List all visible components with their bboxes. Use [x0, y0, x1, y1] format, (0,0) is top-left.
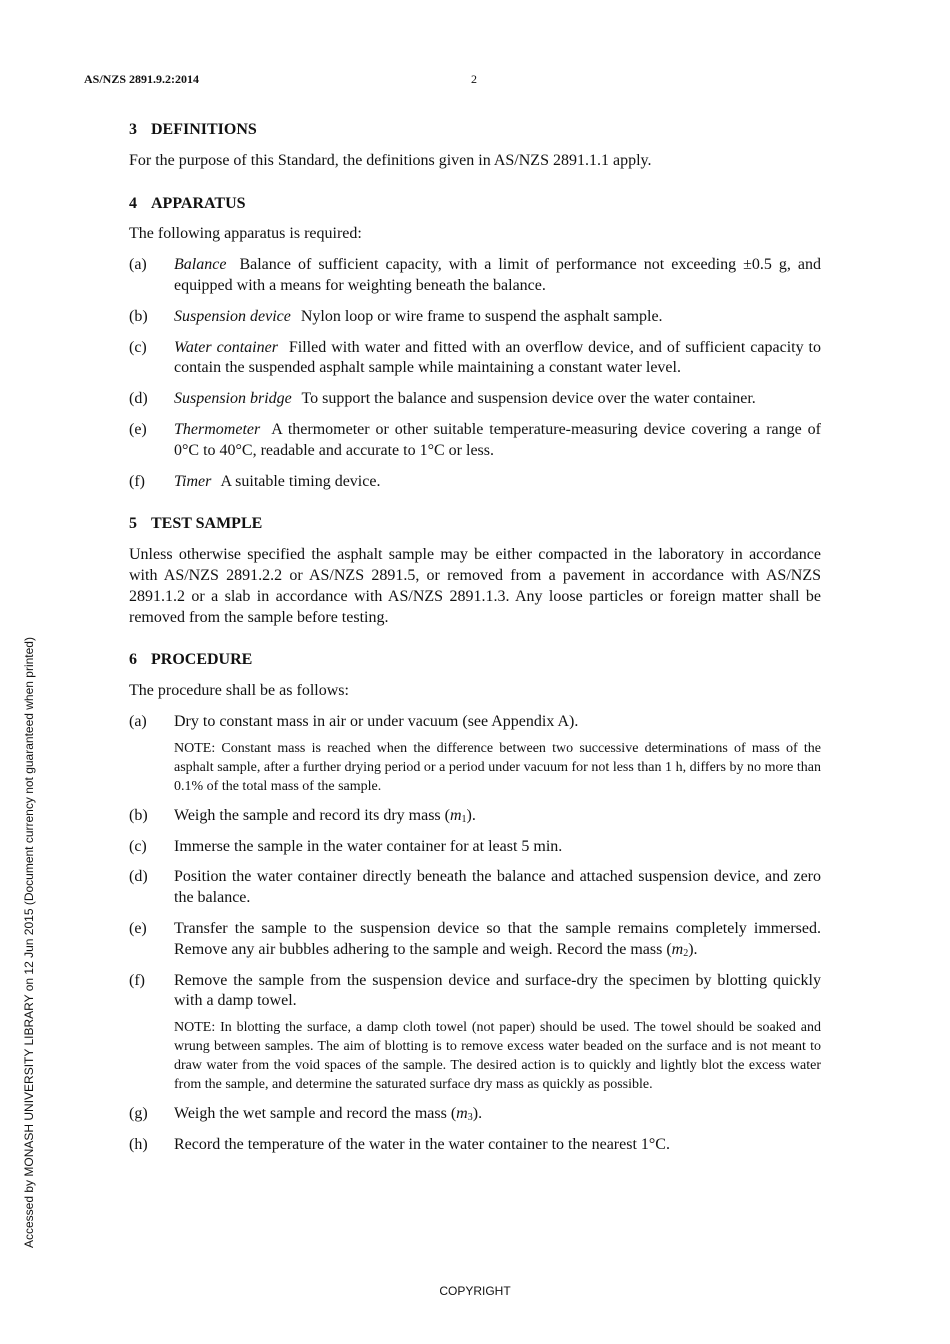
copyright-footer: COPYRIGHT [439, 1284, 511, 1298]
procedure-step: (b) Weigh the sample and record its dry mass $(m_1)$. [129, 806, 476, 825]
page-number: 2 [471, 72, 477, 86]
procedure-step: (f) Remove the sample from the suspension device and surface-dry the specimen by blotting quickly with a damp towel. NOTE: In blotting the surface, a damp cloth towel (not paper) should be used. The towel should be soaked and wrung between samples. The aim of blotting is to remove excess water beaded on the surface and is not meant to draw water from the void spaces of the sample. The desired action is to quickly and lightly blot the excess water from the sample, and determine the saturated surface dry mass as quickly as possible. [129, 971, 821, 1093]
section-heading-apparatus: 4 APPARATUS [129, 194, 246, 212]
definitions-text: For the purpose of this Standard, the definitions given in AS/NZS 2891.1.1 apply. [129, 151, 652, 169]
procedure-step: (c) Immerse the sample in the water container for at least 5 min. [129, 837, 563, 855]
standard-number: AS/NZS 2891.9.2:2014 [84, 72, 200, 86]
document-body [129, 120, 821, 1156]
apparatus-item: (e) Thermometer A thermometer or other suitable temperature-measuring device covering a range of 0°C to 40°C, readable and accurate to 1°C or less. [129, 420, 821, 459]
apparatus-intro: The following apparatus is required: [129, 225, 362, 243]
procedure-note: NOTE: In blotting the surface, a damp cloth towel (not paper) should be used. The towel should be soaked and wrung between samples. The aim of blotting is to remove excess water beaded on the surface and is not meant to draw water from the void spaces of the sample. The desired action is to quickly and lightly blot the excess water from the sample, and determine the saturated surface dry mass as quickly as possible. [174, 1020, 821, 1093]
test-sample-text: Unless otherwise specified the asphalt sample may be either compacted in the laboratory in accordance with AS/NZS 2891.2.2 or AS/NZS 2891.5, or removed from a pavement in accordance with AS/NZS 2891.1.2 or a slab in accordance with AS/NZS 2891.1.3. Any loose particles or foreign matter shall be removed from the sample before testing. [129, 546, 821, 626]
procedure-note: NOTE: Constant mass is reached when the difference between two successive determinations of mass of the asphalt sample, after a further drying period or a period under vacuum for not less than 1 h, differs by no more than 0.1% of the total mass of the sample. [174, 740, 821, 794]
procedure-step: (g) Weigh the wet sample and record the mass $(m_3)$. [129, 1105, 483, 1124]
procedure-step: (d) Position the water container directly beneath the balance and attached suspension device, and zero the balance. [129, 868, 821, 907]
section-heading-definitions: 3 DEFINITIONS [129, 121, 257, 138]
section-heading-test-sample: 5 TEST SAMPLE [129, 515, 263, 533]
apparatus-item: (b) Suspension device Nylon loop or wire frame to suspend the asphalt sample. [129, 307, 663, 325]
procedure-step: (h) Record the temperature of the water in the water container to the nearest 1°C. [129, 1135, 670, 1153]
procedure-step: (a) Dry to constant mass in air or under vacuum (see Appendix A). NOTE: Constant mass is reached when the difference between two successive determinations of mass of the asphalt sample, after a further drying period or a period under vacuum for not less than 1 h, differs by no more than 0.1% of the total mass of the sample. [129, 712, 821, 794]
procedure-intro: The procedure shall be as follows: [129, 682, 349, 700]
apparatus-item: (c) Water container Filled with water and fitted with an overflow device, and of sufficient capacity to contain the suspended asphalt sample while maintaining a constant water level. [129, 338, 821, 377]
apparatus-item: (f) Timer A suitable timing device. [129, 472, 381, 490]
access-side-note: Accessed by MONASH UNIVERSITY LIBRARY on 12 Jun 2015 (Document currency not guaranteed when printed) [22, 637, 36, 1248]
procedure-step: (e) Transfer the sample to the suspension device so that the sample remains completely immersed. Remove any air bubbles adhering to the sample and weigh. Record the mass $(m_2)$. [129, 919, 821, 959]
section-heading-procedure: 6 PROCEDURE [129, 651, 253, 669]
apparatus-item: (a) Balance Balance of sufficient capacity, with a limit of performance not exceeding ±0.5 g, and equipped with a means for weighting beneath the balance. [129, 256, 821, 294]
apparatus-item: (d) Suspension bridge To support the balance and suspension device over the water container. [129, 390, 756, 408]
